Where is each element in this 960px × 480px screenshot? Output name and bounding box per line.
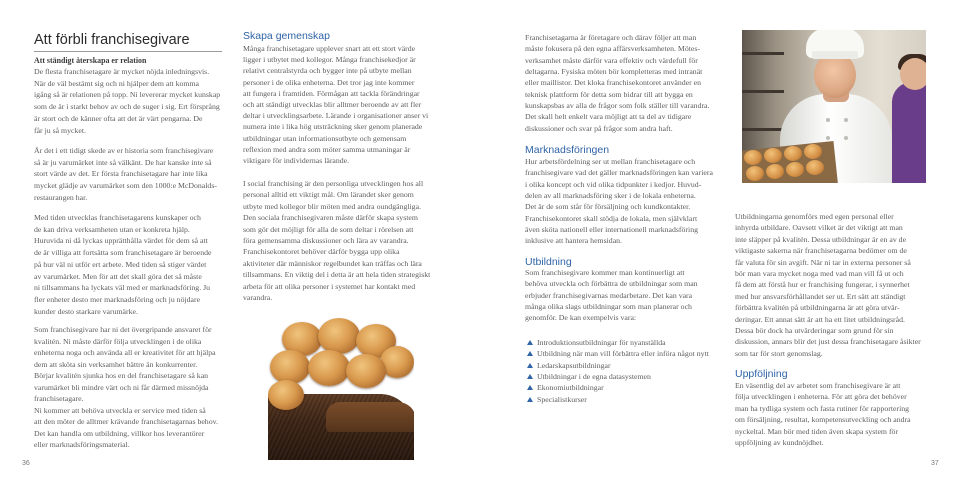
body-paragraph: Många franchisetagare upplever snart att ett stort värde ligger i utbytet med kollegor. Många franchisekedjor är relativt centralstyrda och bygger inte på utbyte mellan personer i de olika enheterna. Det tror jag inte kommer att fungera i framtiden. Förmågan att tackla förändringar och att ständigt utvecklas blir alltmer beroende av att fler deltar i utvecklingsarbete. Lärande i organisationer anser vi numera inte i lika hög utsträckning sker genom planerade utbildningar utan informationsutbyte och gemensam reflexion med andra som möter samma utmaningar är viktigare för individernas lärande. [243,44,429,166]
bread-photo [268,318,414,460]
training-bullet-list [527,337,709,405]
bun [744,150,762,165]
triangle-bullet-icon [527,351,533,356]
bread-roll [268,380,304,410]
section-heading-utbildning: Utbildning [525,256,572,268]
triangle-bullet-icon [527,374,533,379]
person-purple-shirt [892,82,926,183]
list-item [527,348,709,359]
bun [806,160,824,175]
list-item [527,371,709,382]
chapter-title: Att förbli franchisegivare [34,32,190,48]
coat-button [844,136,848,140]
list-item [527,337,709,348]
bun [786,162,804,177]
list-item [527,382,709,393]
rye-slice [326,402,414,432]
list-item [527,360,709,371]
section-subheading: Att ständigt återskapa er relation [34,56,147,65]
page-number-left: 36 [22,460,30,467]
section-heading-marknadsforingen: Marknadsföringen [525,144,610,156]
triangle-bullet-icon [527,397,533,402]
bun [766,164,784,179]
coat-button [844,118,848,122]
body-paragraph: Utbildningarna genomförs med egen personal eller inhyrda utbildare. Oavsett vilket är det viktigt att man inte släpper på kvalitén. Dessa utbildningar är en av de viktigaste sakerna när franchisetagarna bedömer om de får valuta för sin avgift. När ni tar in externa personer så bör man vara mycket noga med vad man vill få ut och få dem att förstå hur er franchising fungerar, i synnerhet med hur ansvarsförhållandet ser ut. Ert sätt att ständigt förbättra kvalitén på utbildningarna är att göra utvär- deringar. Ett annat sätt är att ha ett litet utbildningsråd. Dessa bör dock ha utvärderingar som grund för sin diskussion, annars blir det just dessa franchisetagare åsikter som tar för stort genomslag. [735,212,921,358]
body-paragraph: De flesta franchisetagare är mycket nöjda inledningsvis. När de väl bestämt sig och ni hjälper dem att komma igång så är relationen på topp. Ni levererar mycket kunskap som de är i starkt behov av och de suger i sig. Ert försprång är stort och de känner ofta att det är värt pengarna. De får ju så mycket. [34,67,221,135]
bun [784,146,802,161]
shelf [742,90,784,93]
triangle-bullet-icon [527,363,533,368]
body-paragraph: Franchisetagarna är företagare och därav följer att man måste fokusera på den egna affärsverksamheten. Mötes- verksamhet måste därför vara effektiv och värdefull för deltagarna. Fysiska möten bör kompletteras med intranät eller maillistor. Det kloka franchisekontoret använder en teknisk plattform för detta som bidrar till att bygga en kunskapsbas av alla de frågor som folk ställer till varandra. Det skall helt enkelt vara möjligt att ta del av tidigare diskussioner och svar på frågor som andra haft. [525,33,710,133]
page-number-right: 37 [931,460,939,467]
bread-roll [318,318,360,354]
right-page [480,0,960,480]
body-paragraph: Som franchisegivare har ni det övergripande ansvaret för kvalitén. Ni måste därför följa utvecklingen i de olika enheterna noga och använda all er kreativitet för att hjälpa dem att sköta sin verksamhet bättre än konkurrenter. Börjar kvalitén sjunka hos en del franchisetagare så kan varumärket bli mindre värt och ni får därmed missnöjda franchisetagare. Ni kommer att behöva utveckla er service med tiden så att den möter de alltmer krävande franchisetagarnas behov. Det kan handla om utbildning, villkor hos leverantörer eller marknadsföringsmaterial. [34,325,218,449]
list-item-text: Specialistkurser [537,394,587,404]
body-paragraph: Är det i ett tidigt skede av er historia som franchisegivare så är ju varumärket inte så välkänt. De har kanske inte så stort värde av det. Er första franchisetagare har inte lika mycket glädje av varumärket som den 1000:e McDonalds- restaurangen har. [34,146,217,202]
section-heading-uppfoljning: Uppföljning [735,368,788,380]
list-item-text: Ledarskapsutbildningar [537,360,611,370]
triangle-bullet-icon [527,385,533,390]
list-item-text: Utbildning när man vill förbättra eller införa något nytt [537,349,709,359]
list-item [527,394,709,405]
list-item-text: Introduktionsutbildningar för nyanställda [537,338,666,347]
triangle-bullet-icon [527,340,533,345]
bread-roll [270,350,310,384]
bun [764,148,782,163]
section-heading-skapa-gemenskap: Skapa gemenskap [243,30,330,42]
bread-roll [308,350,350,386]
person-head [900,58,926,90]
body-paragraph: Hur arbetsfördelning ser ut mellan franchisetagare och franchisegivare vad det gäller marknadsföringen kan variera i olika koncept och vid olika tidpunkter i kedjor. Huvud- delen av all marknadsföring sker i de lokala enheterna. Det är de som står för försäljning och kundkontakter. Franchisekontoret skall stödja de lokala, men självklart även sköta nationell eller internationell marknadsföring inklusive att hantera hemsidan. [525,157,713,246]
coat-button [826,136,830,140]
list-item-text: Ekonomiutbildningar [537,383,604,393]
body-paragraph: En väsentlig del av arbetet som franchisegivare är att följa utvecklingen i enheterna. För att göra det behöver man ha tydliga system och fasta rutiner för rapportering om försäljning, resultat, kompetensutveckling och andra nyckeltal. Man bör med tiden även skapa system för uppföljning av kundnöjdhet. [735,381,911,448]
bun [746,166,764,181]
bun [804,144,822,159]
body-paragraph: I social franchising är den personliga utvecklingen hos all personal alltid ett viktigt mål. Om lärandet sker genom utbyte med kollegor blir möten med andra oundgängliga. Den sociala franchisegivaren måste därför skapa system som gör det möjligt för alla de som deltar i rörelsen att föra gemensamma diskussioner och lära av varandra. Franchisekontoret behöver därför bygga upp olika aktiviteter där människor regelbundet kan träffas och lära tillsammans. En viktig del i detta är att hela tiden strategiskt arbeta för att olika personer i systemet har kontakt med varandra. [243,179,431,303]
body-paragraph: Med tiden utvecklas franchisetagarens kunskaper och de kan driva verksamheten utan er konkreta hjälp. Huruvida ni då lyckas upprätthålla värdet för dem så att de är villiga att fortsätta som franchisetagare är beroende på hur väl ni utför ert arbete. Med tiden så stiger värdet av varumärket. Men för att det skall göra det så måste ni tillsammans ha lyckats väl med er marknadsföring. Ju fler enheter desto mer marknadsföring och ju nöjdare kunder desto starkare varumärke. [34,213,212,316]
chef-hat-band [812,51,858,59]
list-item-text: Utbildningar i de egna datasystemen [537,372,651,382]
chef-photo [742,30,926,183]
bread-roll [346,354,386,388]
shelf [742,52,784,55]
coat-button [826,118,830,122]
title-divider [34,51,222,52]
body-paragraph: Som franchisegivare kommer man kontinuerligt att behöva utveckla och förbättra de utbildningar som man erbjuder franchisegivarnas medarbetare. Det kan vara många olika slags utbildningar som man planerar och genomför. De kan exempelvis vara: [525,268,698,323]
shelf [742,128,784,131]
